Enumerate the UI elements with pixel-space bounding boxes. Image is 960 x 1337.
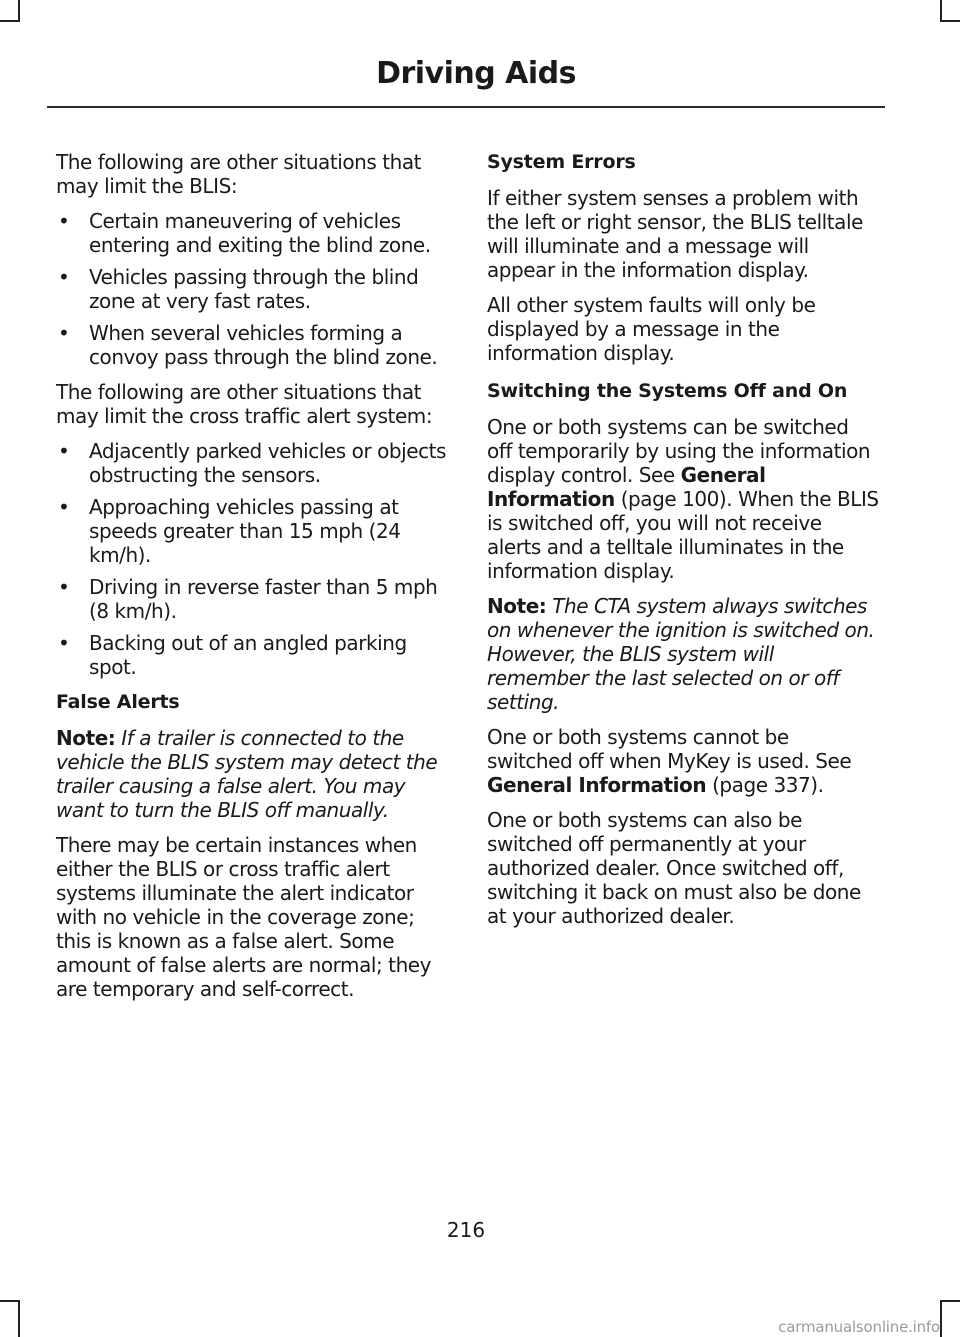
heading-false-alerts: False Alerts xyxy=(56,691,180,713)
crop-mark xyxy=(18,0,20,22)
paragraph: All other system faults will only be displayed by a message in the information display. xyxy=(487,293,816,365)
bullet-icon: • xyxy=(58,439,70,463)
paragraph: The following are other situations that may limit the BLIS: xyxy=(56,150,422,198)
bullet-icon: • xyxy=(58,575,70,599)
note-text: If a trailer is connected to the vehicle the BLIS system may detect the trailer causing a false alert. You may want to turn the BLIS off manually. xyxy=(56,726,438,822)
heading-switching: Switching the Systems Off and On xyxy=(487,380,848,402)
section-title: Driving Aids xyxy=(376,56,576,91)
note xyxy=(56,726,448,822)
crop-mark xyxy=(940,0,942,22)
bullet-icon: • xyxy=(58,631,70,655)
paragraph: One or both systems cannot be switched off when MyKey is used. See General Information (page 337). xyxy=(487,725,852,797)
header-divider xyxy=(47,106,885,108)
crop-mark xyxy=(940,20,960,22)
bullet-icon: • xyxy=(58,209,70,233)
crop-mark xyxy=(940,1300,942,1337)
note-text: The CTA system always switches on whenever the ignition is switched on. However, the BLIS system will remember the last selected on or off setting. xyxy=(487,594,875,714)
bullet-list-blis xyxy=(56,209,448,369)
paragraph: If either system senses a problem with the left or right sensor, the BLIS telltale will illuminate and a message will appear in the information display. xyxy=(487,186,863,282)
note-label: Note: xyxy=(487,594,547,618)
heading-system-errors: System Errors xyxy=(487,151,636,173)
note-label: Note: xyxy=(56,726,116,750)
bullet-icon: • xyxy=(58,265,70,289)
paragraph: The following are other situations that may limit the cross traffic alert system: xyxy=(56,380,433,428)
list-item: • Driving in reverse faster than 5 mph (8 km/h). xyxy=(58,575,438,623)
bullet-list-cross-traffic xyxy=(56,439,448,679)
paragraph: One or both systems can also be switched off permanently at your authorized dealer. Once switched off, switching it back on must also be done at your authorized dealer. xyxy=(487,808,861,928)
paragraph: One or both systems can be switched off temporarily by using the information display control. See General Information (page 100). When the BLIS is switched off, you will not receive alerts and a telltale illuminates in the information display. xyxy=(487,415,879,583)
right-column xyxy=(487,150,879,939)
watermark: carmanualsonline.info xyxy=(778,1318,940,1336)
list-item: • Certain maneuvering of vehicles entering and exiting the blind zone. xyxy=(58,209,431,257)
list-item: • Adjacently parked vehicles or objects obstructing the sensors. xyxy=(58,439,447,487)
list-item: • Vehicles passing through the blind zone at very fast rates. xyxy=(58,265,419,313)
xref-general-information[interactable]: General Information xyxy=(487,463,766,511)
list-item: • Backing out of an angled parking spot. xyxy=(58,631,407,679)
xref-general-information[interactable]: General Information xyxy=(487,773,707,797)
bullet-icon: • xyxy=(58,495,70,519)
note xyxy=(487,594,879,714)
crop-mark xyxy=(18,1300,20,1337)
crop-mark xyxy=(940,1300,960,1302)
bullet-icon: • xyxy=(58,321,70,345)
page-number: 216 xyxy=(446,1218,486,1242)
paragraph: There may be certain instances when either the BLIS or cross traffic alert systems illuminate the alert indicator with no vehicle in the coverage zone; this is known as a false alert. Some amount of false alerts are normal; they are temporary and self-correct. xyxy=(56,833,432,1001)
left-column xyxy=(56,150,448,1012)
list-item: • Approaching vehicles passing at speeds greater than 15 mph (24 km/h). xyxy=(58,495,401,567)
list-item: • When several vehicles forming a convoy pass through the blind zone. xyxy=(58,321,438,369)
crop-mark xyxy=(0,20,20,22)
crop-mark xyxy=(0,1300,20,1302)
